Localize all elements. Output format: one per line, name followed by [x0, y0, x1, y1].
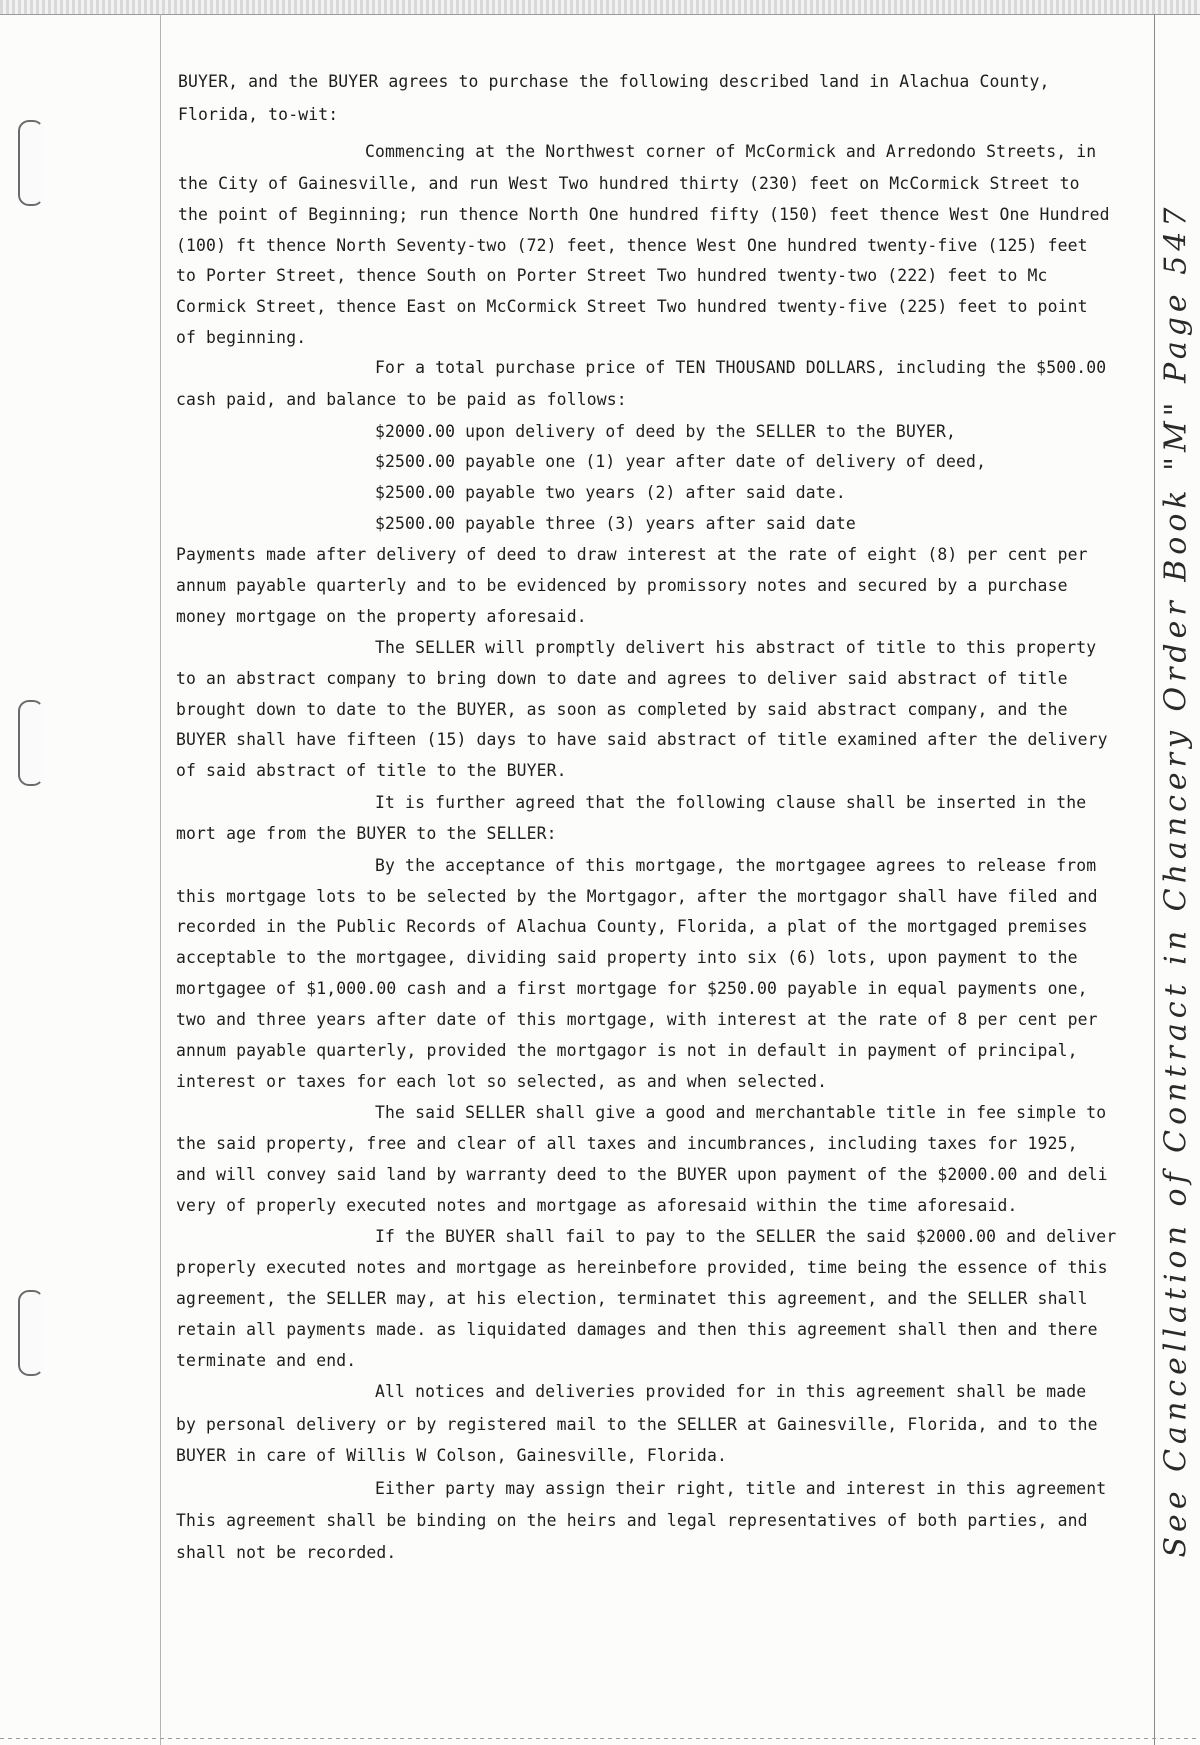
text-line: mortgagee of $1,000.00 cash and a first mortgage for $250.00 payable in equal payments one,: [176, 979, 1088, 998]
payment-line: $2500.00 payable one (1) year after date of delivery of deed,: [375, 452, 987, 471]
text-line: brought down to date to the BUYER, as soon as completed by said abstract company, and the: [176, 700, 1068, 719]
text-line: the City of Gainesville, and run West Two hundred thirty (230) feet on McCormick Street to: [178, 174, 1080, 193]
text-line: (100) ft thence North Seventy-two (72) feet, thence West One hundred twenty-five (125) feet: [176, 236, 1088, 255]
text-line: terminate and end.: [176, 1351, 357, 1370]
text-line: Payments made after delivery of deed to draw interest at the rate of eight (8) per cent per: [176, 545, 1088, 564]
text-line: cash paid, and balance to be paid as follows:: [176, 390, 627, 409]
text-line: to an abstract company to bring down to date and agrees to deliver said abstract of title: [176, 669, 1068, 688]
payment-line: $2500.00 payable three (3) years after said date: [375, 514, 856, 533]
text-line: two and three years after date of this mortgage, with interest at the rate of 8 per cent per: [176, 1010, 1098, 1029]
text-line: and will convey said land by warranty deed to the BUYER upon payment of the $2000.00 and deli: [176, 1165, 1108, 1184]
text-line: mort age from the BUYER to the SELLER:: [176, 824, 557, 843]
text-line: shall not be recorded.: [176, 1543, 397, 1562]
text-line: the point of Beginning; run thence North One hundred fifty (150) feet thence West One Hundred: [178, 205, 1110, 224]
text-line: acceptable to the mortgagee, dividing said property into six (6) lots, upon payment to the: [176, 948, 1078, 967]
text-line: the said property, free and clear of all taxes and incumbrances, including taxes for 1925,: [176, 1134, 1078, 1153]
text-line: retain all payments made. as liquidated damages and then this agreement shall then and there: [176, 1320, 1098, 1339]
text-line: by personal delivery or by registered mail to the SELLER at Gainesville, Florida, and to the: [176, 1415, 1098, 1434]
text-line: of said abstract of title to the BUYER.: [176, 761, 567, 780]
text-line: By the acceptance of this mortgage, the mortgagee agrees to release from: [375, 856, 1097, 875]
text-line: Florida, to-wit:: [178, 105, 339, 124]
text-line: For a total purchase price of TEN THOUSAND DOLLARS, including the $500.00: [375, 358, 1107, 377]
handwritten-margin-note: See Cancellation of Contract in Chancery Order Book "M" Page 547: [1158, 202, 1194, 1558]
text-line: to Porter Street, thence South on Porter Street Two hundred twenty-two (222) feet to Mc: [176, 266, 1048, 285]
payment-line: $2500.00 payable two years (2) after said date.: [375, 483, 846, 502]
text-line: Either party may assign their right, title and interest in this agreement: [375, 1479, 1107, 1498]
text-line: It is further agreed that the following clause shall be inserted in the: [375, 793, 1087, 812]
text-line: annum payable quarterly and to be evidenced by promissory notes and secured by a purchase: [176, 576, 1068, 595]
text-line: agreement, the SELLER may, at his election, terminatet this agreement, and the SELLER shall: [176, 1289, 1088, 1308]
text-line: Cormick Street, thence East on McCormick Street Two hundred twenty-five (225) feet to point: [176, 297, 1088, 316]
text-line: recorded in the Public Records of Alachua County, Florida, a plat of the mortgaged premises: [176, 917, 1088, 936]
text-line: BUYER in care of Willis W Colson, Gainesville, Florida.: [176, 1446, 727, 1465]
text-line: If the BUYER shall fail to pay to the SELLER the said $2000.00 and deliver: [375, 1227, 1117, 1246]
text-line: of beginning.: [176, 328, 307, 347]
text-line: All notices and deliveries provided for in this agreement shall be made: [375, 1382, 1087, 1401]
text-line: BUYER, and the BUYER agrees to purchase the following described land in Alachua County,: [178, 72, 1050, 91]
text-line: interest or taxes for each lot so selected, as and when selected.: [176, 1072, 828, 1091]
text-line: properly executed notes and mortgage as hereinbefore provided, time being the essence of this: [176, 1258, 1108, 1277]
text-line: annum payable quarterly, provided the mortgagor is not in default in payment of principal,: [176, 1041, 1078, 1060]
text-line: The SELLER will promptly delivert his abstract of title to this property: [375, 638, 1097, 657]
text-line: very of properly executed notes and mortgage as aforesaid within the time aforesaid.: [176, 1196, 1018, 1215]
text-line: This agreement shall be binding on the heirs and legal representatives of both parties, and: [176, 1511, 1088, 1530]
text-line: BUYER shall have fifteen (15) days to have said abstract of title examined after the delivery: [176, 730, 1108, 749]
payment-line: $2000.00 upon delivery of deed by the SELLER to the BUYER,: [375, 422, 957, 441]
text-line: The said SELLER shall give a good and merchantable title in fee simple to: [375, 1103, 1107, 1122]
text-line: this mortgage lots to be selected by the Mortgagor, after the mortgagor shall have filed and: [176, 887, 1098, 906]
text-line: money mortgage on the property aforesaid.: [176, 607, 587, 626]
text-line: Commencing at the Northwest corner of McCormick and Arredondo Streets, in: [365, 142, 1097, 161]
